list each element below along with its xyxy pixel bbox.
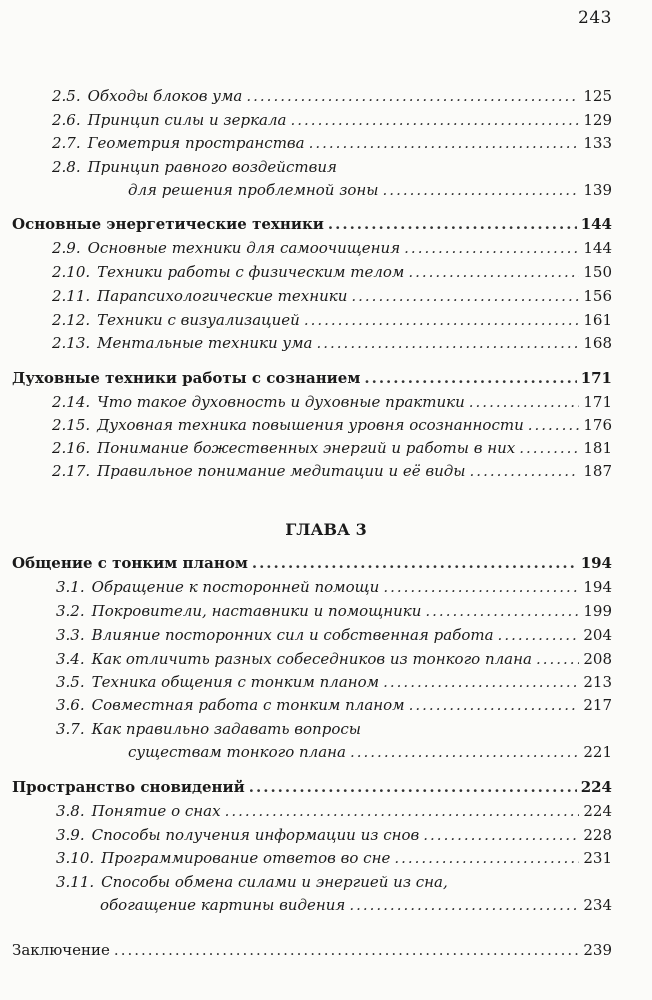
toc-entry-first-line: 3.11. Способы обмена силами и энергией из сна, xyxy=(56,873,448,891)
toc-entry: 2.9. Основные техники для самоочищения ..... 144 xyxy=(52,238,612,258)
toc-entry: 2.5. Обходы блоков ума ..... 125 xyxy=(52,86,612,106)
toc-entry-first-line: 3.7. Как правильно задавать вопросы xyxy=(56,720,361,738)
toc-entry: 3.1. Обращение к посторонней помощи ..... 194 xyxy=(56,577,612,597)
toc-entry: 2.7. Геометрия пространства ..... 133 xyxy=(52,133,612,153)
toc-conclusion: Заключение ..... 239 xyxy=(12,940,612,960)
chapter-heading: ГЛАВА 3 xyxy=(285,520,367,539)
toc-entry: для решения проблемной зоны ..... 139 xyxy=(128,180,612,200)
toc-entry: 2.11. Парапсихологические техники ..... 156 xyxy=(52,286,612,306)
toc-entry: 3.10. Программирование ответов во сне ..... 231 xyxy=(56,848,612,868)
toc-entry: 3.2. Покровители, наставники и помощники ..... 199 xyxy=(56,601,612,621)
toc-section: Общение с тонким планом ..... 194 xyxy=(12,553,612,573)
toc-entry: 3.6. Совместная работа с тонким планом ..... 217 xyxy=(56,695,612,715)
toc-entry: обогащение картины видения ..... 234 xyxy=(100,895,612,915)
toc-entry: 3.8. Понятие о снах ..... 224 xyxy=(56,801,612,821)
toc-entry-first-line: 2.8. Принцип равного воздействия xyxy=(52,158,337,176)
toc-section: Основные энергетические техники ..... 144 xyxy=(12,214,612,234)
toc-entry: 2.10. Техники работы с физическим телом ..... 150 xyxy=(52,262,612,282)
toc-section: Пространство сновидений ..... 224 xyxy=(12,777,612,797)
toc-entry: 2.16. Понимание божественных энергий и работы в них ..... 181 xyxy=(52,438,612,458)
toc-entry: существам тонкого плана ..... 221 xyxy=(128,742,612,762)
toc-entry: 2.14. Что такое духовность и духовные практики ..... 171 xyxy=(52,392,612,412)
toc-entry: 3.4. Как отличить разных собеседников из тонкого плана ..... 208 xyxy=(56,649,612,669)
toc-entry: 3.5. Техника общения с тонким планом ..... 213 xyxy=(56,672,612,692)
toc-entry: 2.13. Ментальные техники ума ..... 168 xyxy=(52,333,612,353)
toc-entry: 2.6. Принцип силы и зеркала ..... 129 xyxy=(52,110,612,130)
toc-entry: 2.12. Техники с визуализацией ..... 161 xyxy=(52,310,612,330)
toc-entry: 3.9. Способы получения информации из снов ..... 228 xyxy=(56,825,612,845)
toc-section: Духовные техники работы с сознанием ..... 171 xyxy=(12,368,612,388)
page-number: 243 xyxy=(578,8,612,28)
toc-entry: 2.17. Правильное понимание медитации и её виды ..... 187 xyxy=(52,461,612,481)
toc-entry: 2.15. Духовная техника повышения уровня осознанности ..... 176 xyxy=(52,415,612,435)
toc-entry: 3.3. Влияние посторонних сил и собственная работа ..... 204 xyxy=(56,625,612,645)
